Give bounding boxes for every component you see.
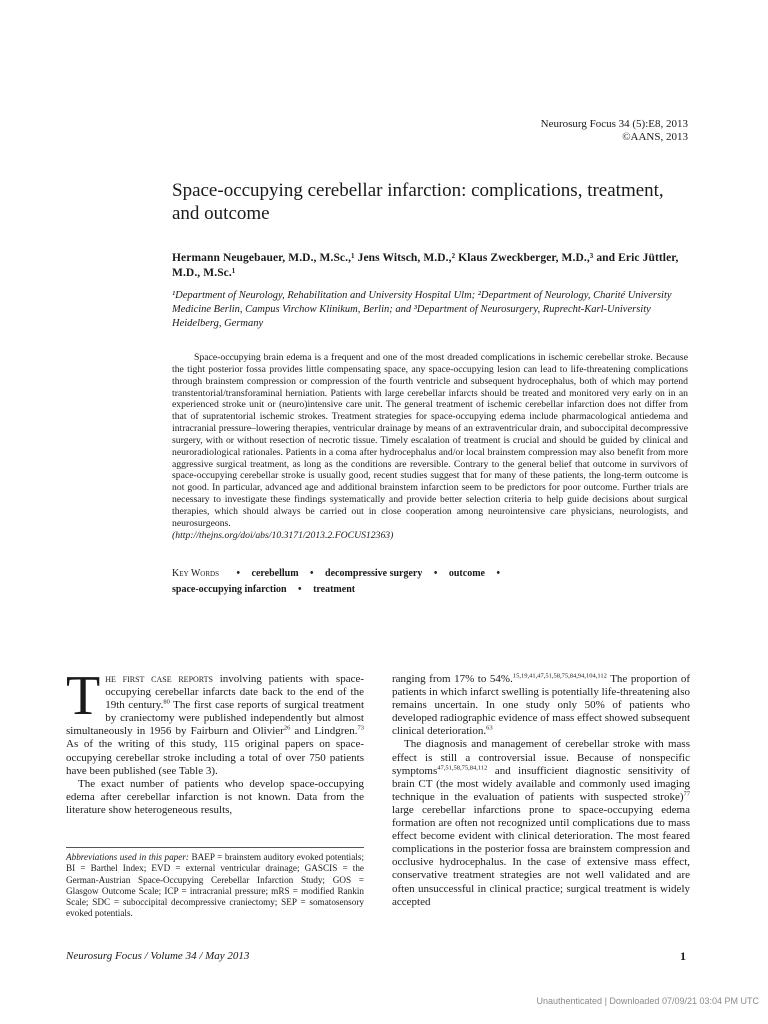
reference-superscript: 73 xyxy=(357,724,365,732)
download-notice: Unauthenticated | Downloaded 07/09/21 03:04 PM UTC xyxy=(536,996,759,1006)
keyword-item: space-occupying infarction xyxy=(172,584,287,595)
body-column-right xyxy=(392,673,690,909)
body-column-left xyxy=(66,665,365,817)
keyword-item: decompressive surgery xyxy=(325,568,423,579)
keyword-item: outcome xyxy=(448,568,485,579)
abstract xyxy=(172,352,688,542)
abbreviations-title: Abbreviations used in this paper: xyxy=(66,852,189,862)
journal-citation-block xyxy=(541,118,688,144)
page-number: 1 xyxy=(680,949,686,963)
abbreviations-footnote xyxy=(66,847,364,920)
abstract-text: Space-occupying brain edema is a frequent and one of the most dreaded complications in ischemic cerebellar stroke. Because the tight posterior fossa provides little compensating space, any space-occupying lesion can lead to life-threatening complications through brainstem compression or compression of the fourth ventricle and subsequent hydrocephalus, both of which may portend transtentorial/transforaminal herniation. Patients with large cerebellar infarcts should be treated and monitored very early on in an experienced stroke unit or (neuro)intensive care unit. The general treatment of ischemic cerebellar infarction does not differ from that of supratentorial ischemic strokes. Treatment strategies for space-occupying edema include pharmacological antiedema and intracranial pressure–lowering therapies, ventricular drainage by means of an extraventricular drain, and suboccipital decompressive surgery, with or without resection of necrotic tissue. Timely escalation of treatment is crucial and should be guided by clinical and neuroradiological rationales. Patients in a coma after hydrocephalus and/or local brainstem compression may also benefit from more aggressive surgical treatment, as long as the conditions are reversible. Contrary to the general belief that outcome in survivors of space-occupying cerebellar stroke is usually good, recent studies suggest that for many of these patients, the long-term outcome is not good. In particular, advanced age and additional brainstem infarction seem to be predictors for poor outcome. Further trials are necessary to investigate these findings systematically and provide better selection criteria to help guide decisions about surgical therapies, which should always be carried out in close cooperation among neurointensive care physicians, neurologists, and neurosurgeons. xyxy=(172,352,688,529)
reference-superscript: 63 xyxy=(486,724,493,732)
article-title: Space-occupying cerebellar infarction: complications, treatment, and outcome xyxy=(172,180,664,224)
journal-copyright: ©AANS, 2013 xyxy=(622,131,688,143)
reference-superscript: 77 xyxy=(683,790,690,798)
keyword-item: cerebellum xyxy=(251,568,299,579)
reference-superscript: 15,19,41,47,51,58,75,84,94,104,112 xyxy=(512,672,607,680)
body-paragraph: The diagnosis and management of cerebellar stroke with mass effect is still a controversial issue. Because of nonspecific symptoms$^{47,51,58,75,84,112}$ and insufficient diagnostic sensitivity of brain CT (the most widely available and commonly used imaging technique in the evaluation of patients with suspected stroke)$^{77}$ large cerebellar infarctions prone to space-occupying edema formation are often not recognized until complications due to mass effect become evident with clinical deterioration. The most feared complications in the posterior fossa are brainstem compression and occlusive hydrocephalus. In the case of extensive mass effect, conservative treatment strategies are not well validated and are often unsuccessful in clinical practice; surgical treatment is widely accepted xyxy=(392,738,690,908)
body-paragraph: The exact number of patients who develop space-occupying edema after cerebellar infarction is not known. Data from the literature show heterogeneous results, xyxy=(66,777,364,816)
footer-journal: Neurosurg Focus / Volume 34 / May 2013 xyxy=(66,950,250,962)
journal-citation: Neurosurg Focus 34 (5):E8, 2013 xyxy=(540,118,688,130)
affiliations: ¹Department of Neurology, Rehabilitation and University Hospital Ulm; ²Department of Neurology, Charité University Medicine Berlin, Campus Virchow Klinikum, Berlin; and ³Department of Neurosurgery, Ruprecht-Karl-University Heidelberg, Germany xyxy=(172,290,672,329)
lead-in: he first case reports xyxy=(105,673,213,685)
body-paragraph: The first case reports involving patients with space-occupying cerebellar infarcts date back to the end of the 19th century.$^{80}$ The first case reports of surgical treatment by craniectomy were published independently but almost simultaneously in 1956 by Fairburn and Olivier$^{26}$ and Lindgren.$^{73}$ As of the writing of this study, 115 original papers on space-occupying cerebellar stroke including a total of over 750 patients have been published (see Table 3). xyxy=(66,665,365,777)
body-paragraph: ranging from 17% to 54%.$^{15,19,41,47,51,58,75,84,94,104,112}$ The proportion of patients in which infarct swelling is potentially life-threatening also remains uncertain. In one study only 50% of patients who developed radiographic evidence of mass effect showed subsequent clinical deterioration.$^{63}$ xyxy=(392,672,690,738)
author-list: Hermann Neugebauer, M.D., M.Sc.,¹ Jens Witsch, M.D.,² Klaus Zweckberger, M.D.,³ and Eric Jüttler, M.D., M.Sc.¹ xyxy=(172,252,679,279)
reference-superscript: 47,51,58,75,84,112 xyxy=(437,764,488,771)
keyword-item: treatment xyxy=(313,584,356,595)
abstract-doi-link[interactable]: (http://thejns.org/doi/abs/10.3171/2013.2.FOCUS12363) xyxy=(172,529,394,541)
keywords-label: Key Words xyxy=(172,568,219,579)
keywords: Key Words • cerebellum • decompressive surgery • outcome • space-occupying infarction • treatment xyxy=(172,568,500,595)
abbreviations-text: BAEP = brainstem auditory evoked potentials; BI = Barthel Index; EVD = external ventricular drainage; GASCIS = the German-Austrian Space-Occupying Cerebellar Infarction Study; GOS = Glasgow Outcome Scale; ICP = intracranial pressure; mRS = modified Rankin Scale; SDC = suboccipital decompressive craniectomy; SEP = somatosensory evoked potentials. xyxy=(66,852,364,919)
drop-cap: T xyxy=(66,665,101,727)
reference-superscript: 80 xyxy=(163,698,170,706)
reference-superscript: 26 xyxy=(283,724,291,732)
